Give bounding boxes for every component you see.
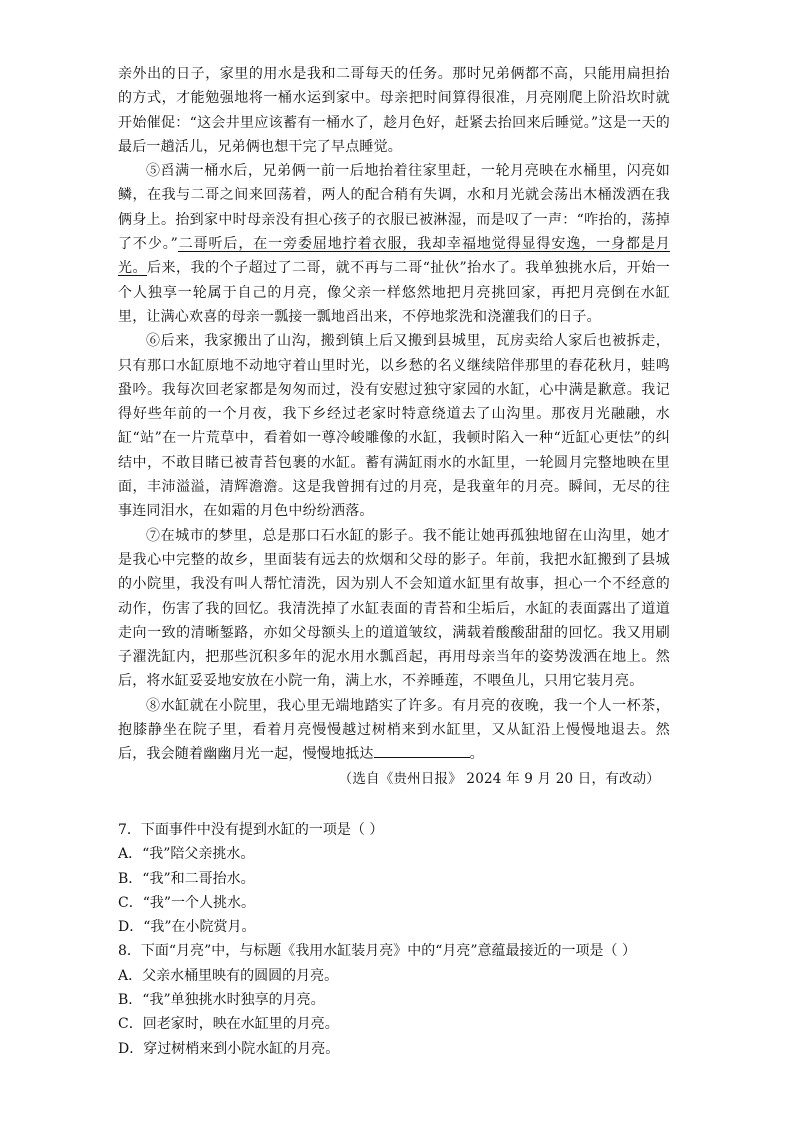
question-7-stem: 7．下面事件中没有提到水缸的一项是（ ） bbox=[118, 822, 384, 838]
paragraph-7: ⑦在城市的梦里，总是那口石水缸的影子。我不能让她再孤独地留在山沟里，她才是我心中完整的故乡，里面装有远去的炊烟和父母的影子。年前，我把水缸搬到了县城的小院里，我没有叫人帮忙清洗，因为别人不会知道水缸里有故事，担心一个不经意的动作，伤害了我的回忆。我清洗掉了水缸表面的青苔和尘垢后，水缸的表面露出了道道走向一致的清晰錾路，亦如父母额头上的道道皱纹，满载着酸酸甜甜的回忆。我又用刷子濯洗缸内，把那些沉积多年的泥水用水瓢舀起，再用母亲当年的姿势泼洒在地上。然后，将水缸妥妥地安放在小院一角，满上水，不养睡莲，不喂鱼儿，只用它装月亮。 bbox=[118, 527, 670, 690]
fill-in-blank[interactable] bbox=[374, 743, 470, 758]
underlined-sentence: 二哥听后，在一旁委屈地拧着衣服，我却幸福地觉得显得安逸，一身都是月光。 bbox=[118, 236, 670, 277]
questions-section bbox=[118, 818, 678, 1061]
question-7-option-c[interactable]: C．“我”一个人挑水。 bbox=[118, 894, 256, 911]
paragraph-continued: 亲外出的日子，家里的用水是我和二哥每天的任务。那时兄弟俩都不高，只能用扁担抬的方式，才能勉强地将一桶水运到家中。母亲把时间算得很准，月亮刚爬上阶沿坎时就开始催促：“这会井里应该蓄有一桶水了，趁月色好，赶紧去抬回来后睡觉。”这是一天的最后一趟活儿，兄弟俩也想干完了早点睡觉。 bbox=[118, 66, 670, 155]
question-8-option-a[interactable]: A．父亲水桶里映有的圆圆的月亮。 bbox=[118, 967, 339, 984]
question-7-option-d[interactable]: D．“我”在小院赏月。 bbox=[118, 919, 256, 936]
paragraph-5-text-b: 后来，我的个子超过了二哥，就不再与二哥“扯伙”抬水了。我单独挑水后，开始一个人独享一轮属于自己的月亮，像父亲一样悠然地把月亮挑回家，再把月亮倒在水缸里，让满心欢喜的母亲一瓢接一瓢地舀出来，不停地浆洗和浇灌我们的日子。 bbox=[118, 260, 670, 325]
paragraph-8-end: 。 bbox=[469, 746, 484, 763]
source-citation: （选自《贵州日报》 2024 年 9 月 20 日，有改动） bbox=[338, 770, 660, 787]
question-8-option-b[interactable]: B．“我”单独挑水时独享的月亮。 bbox=[118, 992, 325, 1009]
question-7-option-b[interactable]: B．“我”和二哥抬水。 bbox=[118, 870, 255, 887]
paragraph-6: ⑥后来，我家搬出了山沟，搬到镇上后又搬到县城里，瓦房卖给人家后也被拆走，只有那口水缸原地不动地守着山里时光，以乡愁的名义继续陪伴那里的春花秋月，蛙鸣蛩吟。我每次回老家都是匆匆而过，没有安慰过独守家园的水缸，心中满是歉意。我记得好些年前的一个月夜，我下乡经过老家时特意绕道去了山沟里。那夜月光融融，水缸“站”在一片荒草中，看着如一尊冷峻雕像的水缸，我顿时陷入一种“近缸心更怯”的纠结中，不敢目睹已被青苔包裹的水缸。蓄有满缸雨水的水缸里，一轮圆月完整地映在里面，丰沛溢溢，清辉澹澹。这是我曾拥有过的月亮，是我童年的月亮。瞬间，无尽的往事连同泪水，在如霜的月色中纷纷洒落。 bbox=[118, 333, 670, 520]
question-8-option-d[interactable]: D．穿过树梢来到小院水缸的月亮。 bbox=[118, 1040, 340, 1057]
paragraph-5 bbox=[118, 159, 670, 329]
question-7-option-a[interactable]: A．“我”陪父亲挑水。 bbox=[118, 846, 255, 863]
question-8-stem: 8．下面“月亮”中，与标题《我用水缸装月亮》中的“月亮”意蕴最接近的一项是（ ） bbox=[118, 943, 636, 960]
question-8-option-c[interactable]: C．回老家时，映在水缸里的月亮。 bbox=[118, 1016, 339, 1033]
paragraph-5-text-a: ⑤舀满一桶水后，兄弟俩一前一后地抬着往家里赶，一轮月亮映在水桶里，闪亮如鳞，在我与二哥之间来回荡着，两人的配合稍有失调，水和月光就会荡出木桶泼洒在我俩身上。抬到家中时母亲没有担心孩子的衣服已被淋湿，而是叹了一声：“咋抬的，荡掉了不少。” bbox=[118, 163, 670, 253]
reading-passage bbox=[118, 62, 670, 791]
paragraph-8 bbox=[118, 694, 670, 767]
paragraph-8-text: ⑧水缸就在小院里，我心里无端地踏实了许多。有月亮的夜晚，我一个人一杯茶，抱膝静坐在院子里，看着月亮慢慢越过树梢来到水缸里，又从缸沿上慢慢地退去。然后，我会随着幽幽月光一起，慢慢地抵达 bbox=[118, 697, 670, 763]
